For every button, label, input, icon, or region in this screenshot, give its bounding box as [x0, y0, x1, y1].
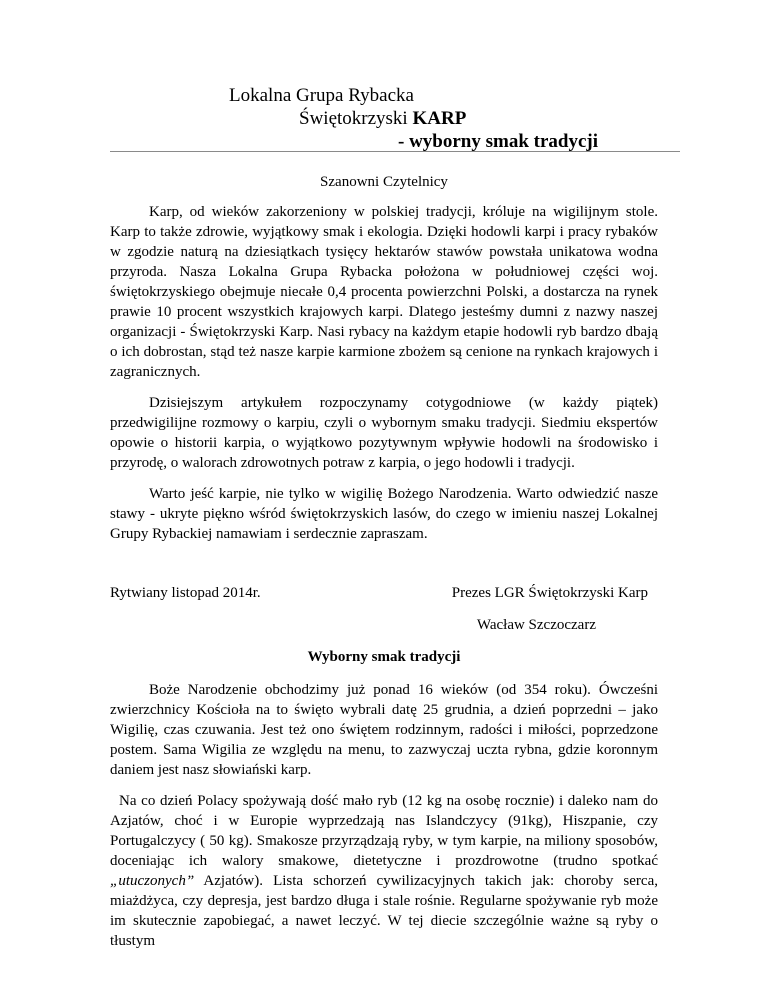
article-paragraph-2-end: Azjatów). Lista schorzeń cywilizacyjnych takich jak: choroby serca, miażdżyca, czy depresja, jest bardzo długa i stale rośnie. Regularne spożywanie ryb może im skutecznie zapobiegać, a nawet leczyć. W tej diecie szczególnie ważne są ryby o tłustym — [110, 873, 658, 949]
letter-paragraph-2: Dzisiejszym artykułem rozpoczynamy cotygodniowe (w każdy piątek) przedwigilijne rozmowy o karpiu, czyli o wybornym smaku tradycji. Siedmiu ekspertów opowie o historii karpia, o wyjątkowo pozytywnym wpływie hodowli na środowisko i przyrodę, o walorach zdrowotnych potraw z karpia, o jego hodowli i tradycji. — [110, 395, 658, 471]
signature-row — [110, 583, 658, 603]
header-line-2 — [110, 107, 680, 130]
header-line-2-bold: KARP — [412, 108, 467, 129]
place-date: Rytwiany listopad 2014r. — [110, 585, 261, 601]
header-line-2-plain: Świętokrzyski — [299, 108, 413, 129]
document-body — [110, 172, 658, 951]
document-header — [110, 84, 680, 153]
header-line-1: Lokalna Grupa Rybacka — [229, 85, 414, 106]
signer-name: Wacław Szczoczarz — [476, 617, 596, 633]
letter-paragraph-1: Karp, od wieków zakorzeniony w polskiej tradycji, króluje na wigilijnym stole. Karp to także zdrowie, wyjątkowy smak i ekologia. Dzięki hodowli karpi i pracy rybaków w zgodzie naturą na dziesiątkach tysięcy hektarów stawów powstała unikatowa wodna przyroda. Nasza Lokalna Grupa Rybacka położona w południowej części woj. świętokrzyskiego obejmuje niecałe 0,4 procenta powierzchni Polski, a dostarcza na rynek prawie 10 procent wszystkich krajowych karpi. Dlatego jesteśmy dumni z nazwy naszej organizacji - Świętokrzyski Karp. Nasi rybacy na każdym etapie hodowli ryb bardzo dbają o ich dobrostan, stąd też nasze karpie karmione zbożem są cenione na rynkach krajowych i zagranicznych. — [110, 204, 658, 380]
letter-salutation: Szanowni Czytelnicy — [320, 174, 448, 190]
article-paragraph-1: Boże Narodzenie obchodzimy już ponad 16 wieków (od 354 roku). Ówcześni zwierzchnicy Kościoła na to święto wybrali datę 25 grudnia, a dzień poprzedni – jako Wigilię, czas czuwania. Jest też ono świętem rodzinnym, radości i miłości, poprzedzone postem. Sama Wigilia ze względu na menu, to zazwyczaj uczta rybna, gdzie koronnym daniem jest nasz słowiański karp. — [110, 682, 658, 778]
signer-title: Prezes LGR Świętokrzyski Karp — [451, 585, 648, 601]
article-paragraph-2-italic: „utuczonych” — [110, 873, 195, 889]
article-paragraph-2 — [110, 791, 658, 951]
letter-paragraph-3: Warto jeść karpie, nie tylko w wigilię Bożego Narodzenia. Warto odwiedzić nasze stawy - ukryte piękno wśród świętokrzyskich lasów, do czego w imieniu naszej Lokalnej Grupy Rybackiej namawiam i serdecznie zapraszam. — [110, 486, 658, 542]
header-divider — [110, 151, 680, 152]
article-title: Wyborny smak tradycji — [307, 649, 461, 665]
article-paragraph-2-start: Na co dzień Polacy spożywają dość mało ryb (12 kg na osobę rocznie) i daleko nam do Azjatów, choć i w Europie wyprzedzają nas Islandczycy (91kg), Hiszpanie, czy Portugalczycy ( 50 kg). Smakosze przyrządzają ryby, w tym karpie, na miliony sposobów, doceniając ich walory smakowe, dietetyczne i prozdrowotne (trudno spotkać — [110, 793, 658, 869]
header-line-3: - wyborny smak tradycji — [398, 131, 599, 152]
